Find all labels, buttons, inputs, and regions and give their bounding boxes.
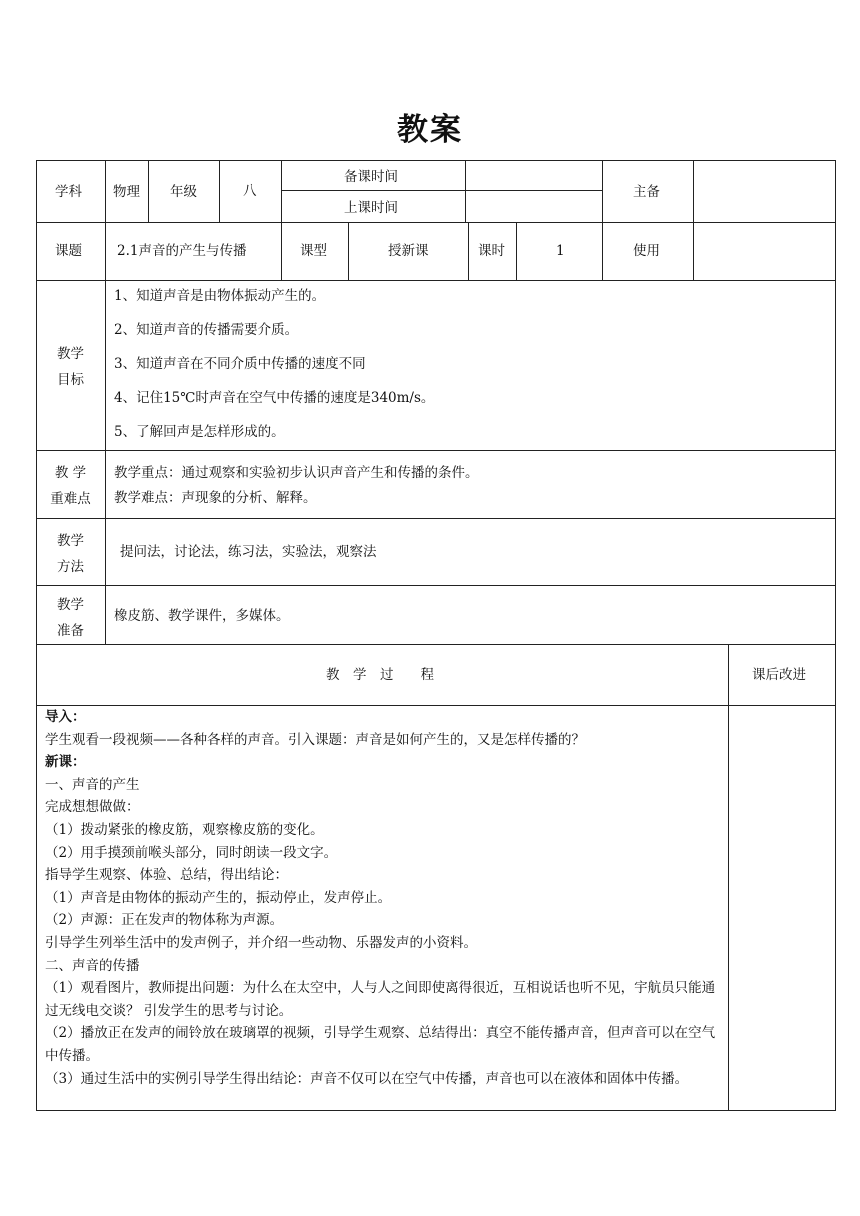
objective-item: 2、知道声音的传播需要介质。 [114,322,299,338]
teaching-difficulty: 教学难点：声现象的分析、解释。 [114,490,317,506]
section-line: 完成想想做做： [45,799,140,816]
section-line: （1）拨动紧张的橡皮筋，观察橡皮筋的变化。 [45,821,324,838]
class-time-label: 上课时间 [344,200,398,216]
lesson-type-label: 课型 [300,243,327,259]
topic-label: 课题 [55,243,82,259]
methods-label: 教学 方法 [57,533,84,575]
grade-value: 八 [243,183,257,199]
new-lesson-heading: 新课： [45,754,86,771]
section-line: （1）观看图片，教师提出问题：为什么在太空中，人与人之间即使离得很近，互相说话也听不见，宇航员只能通过无线电交谈？ 引发学生的思考与讨论。 [45,980,716,1019]
lesson-type-value: 授新课 [388,243,429,259]
document-title: 教案 [397,112,463,148]
process-header: 教 学 过 程 [326,667,434,683]
subject-label: 学科 [55,184,82,200]
process-content [45,706,725,1090]
subject-value: 物理 [113,184,140,200]
topic-value: 2.1声音的产生与传播 [117,243,247,259]
objective-item: 1、知道声音是由物体振动产生的。 [114,288,326,304]
grade-label: 年级 [170,184,197,200]
section-title: 二、声音的传播 [45,957,140,974]
key-points-label: 教 学 重难点 [50,465,91,507]
section-line: （3）通过生活中的实例引导学生得出结论：声音不仅可以在空气中传播，声音也可以在液体和固体中传播。 [45,1070,689,1087]
intro-heading: 导入： [45,709,86,725]
lead-teacher-label: 主备 [633,184,660,200]
improvement-header: 课后改进 [752,667,806,683]
hours-value: 1 [556,243,565,259]
section-line: （1）声音是由物体的振动产生的，振动停止，发声停止。 [45,889,392,906]
objective-item: 3、知道声音在不同介质中传播的速度不同 [114,356,366,372]
use-label: 使用 [633,243,660,259]
section-line: 引导学生列举生活中的发声例子，并介绍一些动物、乐器发声的小资料。 [45,934,477,951]
hours-label: 课时 [478,243,505,259]
methods-value: 提问法，讨论法，练习法，实验法，观察法 [120,544,377,560]
preparation-value: 橡皮筋、教学课件，多媒体。 [114,608,290,624]
preparation-label: 教学 准备 [57,597,84,639]
section-line: （2）播放正在发声的闹铃放在玻璃罩的视频，引导学生观察、总结得出：真空不能传播声音，但声音可以在空气中传播。 [45,1025,716,1064]
section-title: 一、声音的产生 [45,776,140,793]
section-line: 指导学生观察、体验、总结，得出结论： [45,867,288,884]
section-line: （2）声源：正在发声的物体称为声源。 [45,912,284,929]
teaching-focus: 教学重点：通过观察和实验初步认识声音产生和传播的条件。 [114,465,479,481]
section-line: （2）用手摸颈前喉头部分，同时朗读一段文字。 [45,844,338,861]
objectives-label: 教学 目标 [57,346,84,388]
objective-item: 5、了解回声是怎样形成的。 [114,424,285,440]
prep-time-label: 备课时间 [344,169,398,185]
intro-text: 学生观看一段视频——各种各样的声音。引入课题：声音是如何产生的，又是怎样传播的？ [45,731,585,748]
objective-item: 4、记住15℃时声音在空气中传播的速度是340m/s。 [114,390,435,406]
